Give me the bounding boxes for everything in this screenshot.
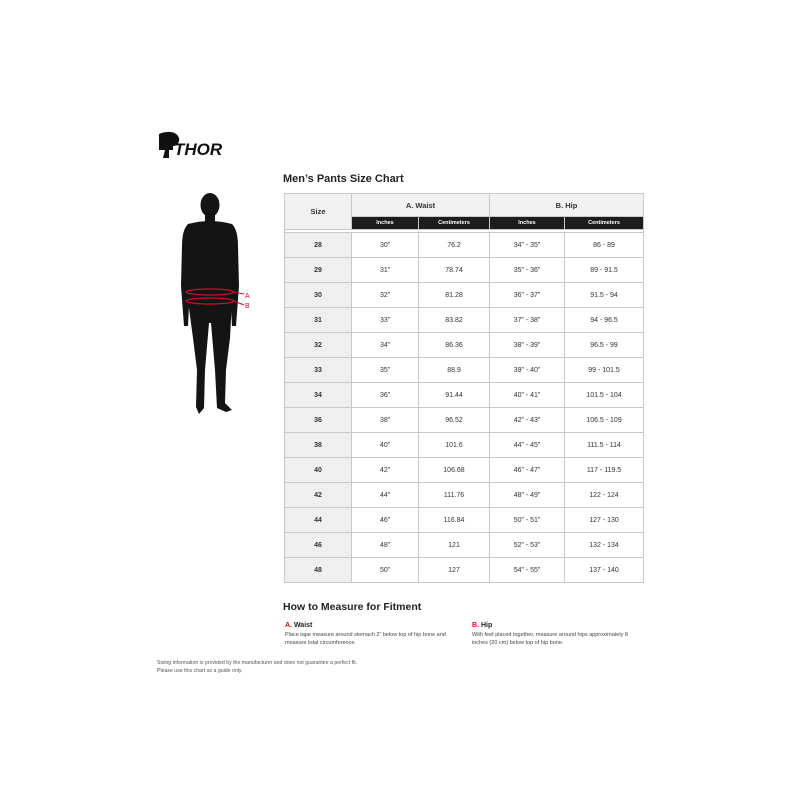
waist-inches-cell: 46”: [352, 508, 419, 533]
hip-group-header: B. Hip: [490, 194, 644, 217]
disclaimer-line-1: Sizing information is provided by the manufacturer and does not guarantee a perfect fit.: [157, 660, 358, 666]
waist-cm-cell: 111.76: [419, 483, 490, 508]
waist-cm-cell: 116.84: [419, 508, 490, 533]
size-cell: 34: [285, 383, 352, 408]
size-cell: 48: [285, 558, 352, 583]
size-cell: 44: [285, 508, 352, 533]
chart-title: Men’s Pants Size Chart: [283, 173, 404, 185]
hip-inches-cell: 35” - 36”: [490, 258, 565, 283]
hip-inches-cell: 48” - 49”: [490, 483, 565, 508]
waist-inches-cell: 33”: [352, 308, 419, 333]
table-row: [285, 508, 644, 533]
waist-cm-cell: 127: [419, 558, 490, 583]
waist-cm-cell: 106.68: [419, 458, 490, 483]
size-cell: 33: [285, 358, 352, 383]
hip-cm-cell: 96.5 - 99: [565, 333, 644, 358]
hip-instructions: [472, 621, 642, 648]
waist-inches-cell: 30”: [352, 233, 419, 258]
table-row: [285, 333, 644, 358]
hip-inches-cell: 52” - 53”: [490, 533, 565, 558]
waist-cm-cell: 78.74: [419, 258, 490, 283]
hip-cm-cell: 117 - 119.5: [565, 458, 644, 483]
waist-inches-cell: 35”: [352, 358, 419, 383]
hip-text: With feet placed together, measure around hips approximately 8 inches (20 cm) below top of hip bone.: [472, 632, 628, 647]
hip-cm-cell: 122 - 124: [565, 483, 644, 508]
waist-letter: A.: [285, 622, 292, 629]
hip-cm-cell: 106.5 - 109: [565, 408, 644, 433]
size-cell: 40: [285, 458, 352, 483]
hip-cm-cell: 137 - 140: [565, 558, 644, 583]
waist-inches-cell: 32”: [352, 283, 419, 308]
hip-cm-cell: 99 - 101.5: [565, 358, 644, 383]
table-row: [285, 308, 644, 333]
waist-cm-cell: 81.28: [419, 283, 490, 308]
waist-inches-cell: 40”: [352, 433, 419, 458]
table-row: [285, 433, 644, 458]
hip-name: Hip: [480, 622, 493, 629]
waist-inches-cell: 50”: [352, 558, 419, 583]
hip-cm-cell: 132 - 134: [565, 533, 644, 558]
hip-letter: B.: [472, 622, 479, 629]
measure-title: How to Measure for Fitment: [283, 601, 422, 613]
waist-cm-cell: 91.44: [419, 383, 490, 408]
waist-cm-cell: 76.2: [419, 233, 490, 258]
waist-cm-cell: 83.82: [419, 308, 490, 333]
hip-inches-header: Inches: [490, 217, 565, 230]
size-cell: 46: [285, 533, 352, 558]
hip-inches-cell: 42” - 43”: [490, 408, 565, 433]
hip-inches-cell: 39” - 40”: [490, 358, 565, 383]
hip-inches-cell: 40” - 41”: [490, 383, 565, 408]
waist-cm-cell: 121: [419, 533, 490, 558]
size-cell: 36: [285, 408, 352, 433]
size-cell: 38: [285, 433, 352, 458]
hip-cm-cell: 127 - 130: [565, 508, 644, 533]
waist-cm-cell: 88.9: [419, 358, 490, 383]
table-row: [285, 358, 644, 383]
waist-text: Place tape measure around stomach 2” below top of hip bone and measure total circumference.: [285, 632, 446, 647]
hip-cm-cell: 111.5 - 114: [565, 433, 644, 458]
waist-group-header: A. Waist: [352, 194, 490, 217]
waist-instructions: [285, 621, 455, 648]
hip-label: [472, 621, 642, 631]
size-column-header: Size: [285, 194, 352, 230]
size-table: [284, 193, 644, 583]
hip-inches-cell: 38” - 39”: [490, 333, 565, 358]
size-cell: 29: [285, 258, 352, 283]
waist-inches-cell: 44”: [352, 483, 419, 508]
brand-wordmark: THOR: [174, 140, 223, 159]
table-row: [285, 283, 644, 308]
size-cell: 31: [285, 308, 352, 333]
hip-cm-cell: 94 - 96.5: [565, 308, 644, 333]
table-row: [285, 408, 644, 433]
hip-inches-cell: 34” - 35”: [490, 233, 565, 258]
waist-cm-header: Centimeters: [419, 217, 490, 230]
table-row: [285, 383, 644, 408]
table-row: [285, 233, 644, 258]
hip-inches-cell: 46” - 47”: [490, 458, 565, 483]
table-row: [285, 533, 644, 558]
disclaimer-line-2: Please use this chart as a guide only.: [157, 667, 243, 674]
waist-inches-cell: 31”: [352, 258, 419, 283]
thor-logo: [157, 128, 245, 162]
hip-inches-cell: 50” - 51”: [490, 508, 565, 533]
hip-inches-cell: 54” - 55”: [490, 558, 565, 583]
hip-cm-cell: 91.5 - 94: [565, 283, 644, 308]
size-cell: 30: [285, 283, 352, 308]
table-row: [285, 258, 644, 283]
body-silhouette: [158, 188, 268, 433]
hip-inches-cell: 44” - 45”: [490, 433, 565, 458]
waist-cm-cell: 96.52: [419, 408, 490, 433]
waist-inches-cell: 48”: [352, 533, 419, 558]
hip-inches-cell: 37” - 38”: [490, 308, 565, 333]
waist-inches-cell: 38”: [352, 408, 419, 433]
waist-inches-cell: 42”: [352, 458, 419, 483]
table-row: [285, 483, 644, 508]
size-table-body: [285, 230, 644, 583]
waist-name: Waist: [293, 622, 313, 629]
hip-cm-cell: 101.5 - 104: [565, 383, 644, 408]
waist-inches-cell: 34”: [352, 333, 419, 358]
size-cell: 32: [285, 333, 352, 358]
marker-a-label: A: [245, 293, 250, 300]
table-row: [285, 458, 644, 483]
hip-cm-cell: 86 - 89: [565, 233, 644, 258]
waist-cm-cell: 86.36: [419, 333, 490, 358]
size-cell: 28: [285, 233, 352, 258]
hip-inches-cell: 36” - 37”: [490, 283, 565, 308]
table-row: [285, 558, 644, 583]
waist-cm-cell: 101.6: [419, 433, 490, 458]
marker-b-label: B: [245, 303, 250, 310]
hip-cm-cell: 89 - 91.5: [565, 258, 644, 283]
waist-inches-cell: 36”: [352, 383, 419, 408]
disclaimer: [157, 660, 387, 676]
group-header-row: [285, 194, 644, 217]
waist-inches-header: Inches: [352, 217, 419, 230]
hip-cm-header: Centimeters: [565, 217, 644, 230]
waist-label: [285, 621, 455, 631]
size-cell: 42: [285, 483, 352, 508]
